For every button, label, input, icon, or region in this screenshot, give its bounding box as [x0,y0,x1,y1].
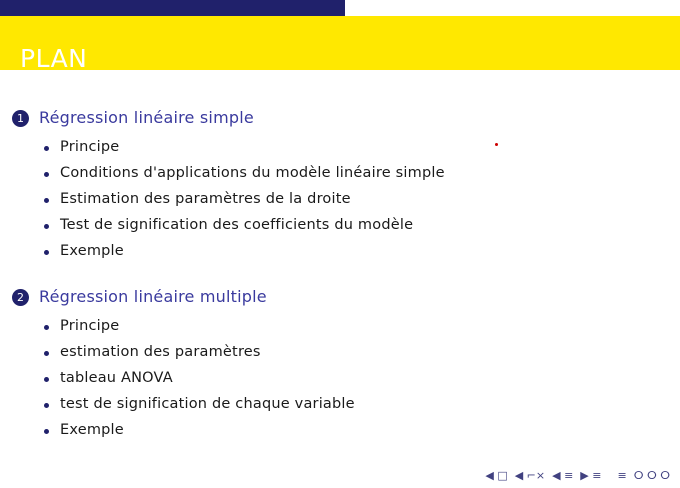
section-1-number-badge: 1 [12,110,29,127]
bullet-dot-icon [44,146,49,151]
list-item[interactable] [0,370,680,386]
forward-slide-icon[interactable]: ▶ ≡ [580,469,602,482]
list-item-label: Principe [60,318,120,334]
list-item[interactable] [0,396,680,412]
section-2-header[interactable] [0,287,680,306]
bullet-dot-icon [44,224,49,229]
section-1-label: Régression linéaire simple [39,108,254,127]
bullet-dot-icon [44,250,49,255]
section-2-label: Régression linéaire multiple [39,287,267,306]
list-item-label: Estimation des paramètres de la droite [60,191,351,207]
list-item[interactable] [0,318,680,334]
list-item[interactable] [0,165,680,181]
bullet-dot-icon [44,377,49,382]
previous-slide-icon[interactable]: ◀ ⌐× [514,469,546,482]
list-item[interactable] [0,191,680,207]
section-2-bullet-list [0,318,680,438]
bullet-dot-icon [44,198,49,203]
list-item-label: Test de signification des coefficients du modèle [60,217,414,233]
top-decoration-bar-white [345,0,680,16]
back-slide-icon[interactable]: ◀ ≡ [552,469,574,482]
list-item[interactable] [0,243,680,259]
list-item[interactable] [0,344,680,360]
list-item-label: test de signification de chaque variable [60,396,355,412]
page-title: PLAN [20,44,88,73]
bullet-dot-icon [44,429,49,434]
list-item-label: estimation des paramètres [60,344,261,360]
section-1-header[interactable] [0,108,680,127]
top-decoration-bar-navy [0,0,345,16]
bullet-dot-icon [44,403,49,408]
outline-section-2 [0,287,680,438]
zoom-icon[interactable]: ≡ [617,469,627,482]
list-item-label: tableau ANOVA [60,370,173,386]
outline-section-1 [0,108,680,259]
list-item-label: Conditions d'applications du modèle linéaire simple [60,165,445,181]
section-1-bullet-list [0,139,680,259]
list-item[interactable] [0,139,680,155]
bullet-dot-icon [44,325,49,330]
first-slide-icon[interactable]: ◀ □ [485,469,508,482]
slide-navigation-bar [485,469,670,482]
list-item-label: Exemple [60,243,124,259]
list-item[interactable] [0,217,680,233]
section-2-number-badge: 2 [12,289,29,306]
list-item-label: Exemple [60,422,124,438]
title-band [0,16,680,73]
list-item[interactable] [0,422,680,438]
last-slide-icon[interactable]: ⵔ ⵔ ⵔ [633,469,670,482]
list-item-label: Principe [60,139,120,155]
bullet-dot-icon [44,351,49,356]
slide-content [0,70,680,488]
bullet-dot-icon [44,172,49,177]
